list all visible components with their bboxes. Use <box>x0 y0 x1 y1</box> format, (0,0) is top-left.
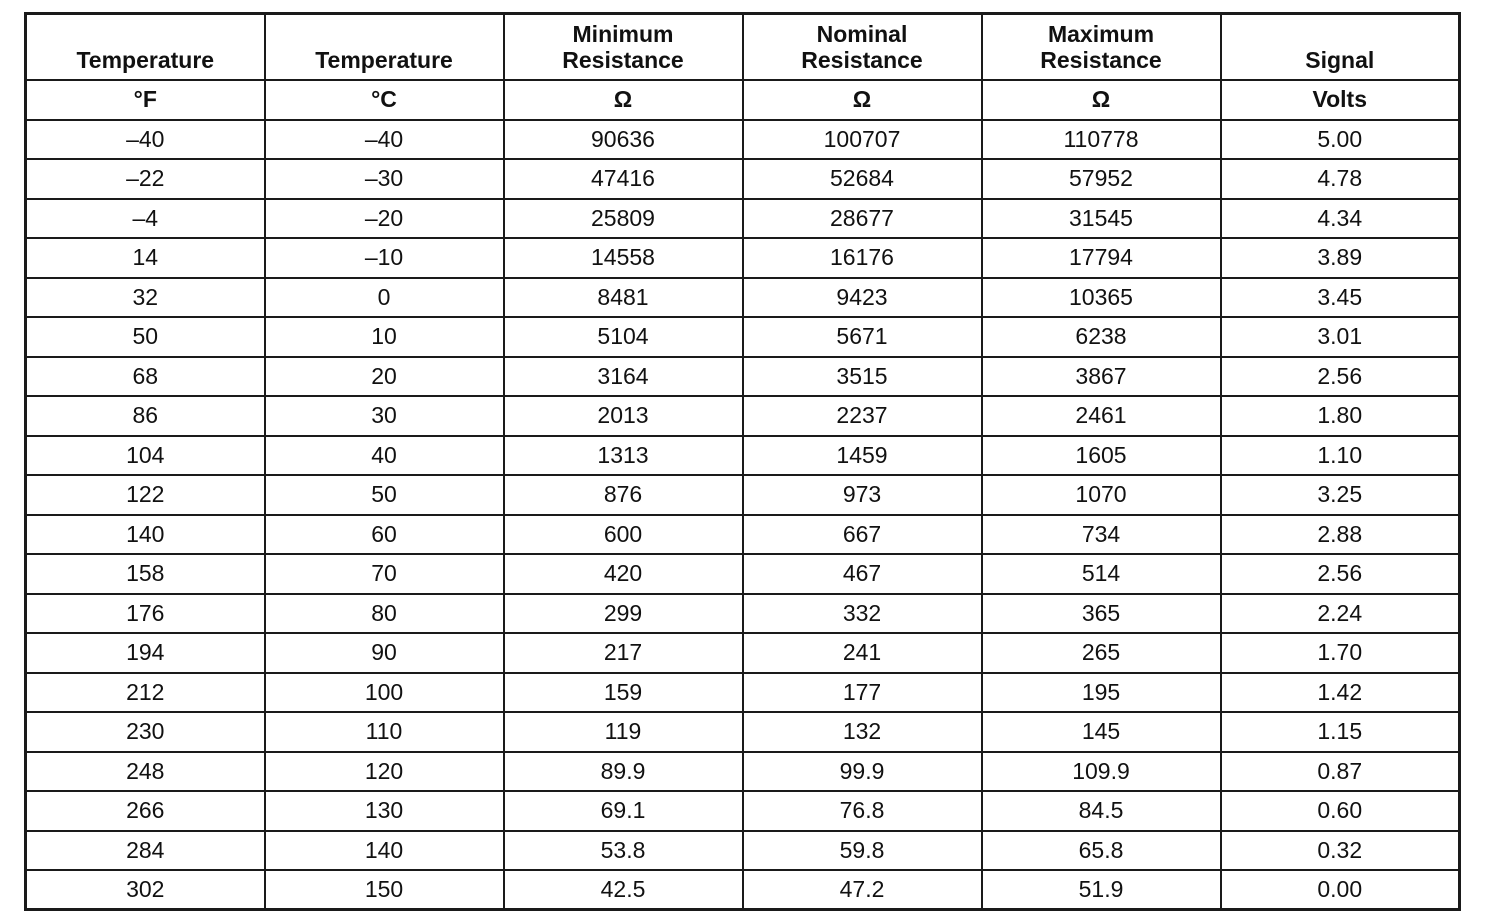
cell-signal-volts: 3.25 <box>1221 475 1460 515</box>
cell-signal-volts: 3.89 <box>1221 238 1460 278</box>
cell-temp-c: 50 <box>265 475 504 515</box>
cell-nominal-resistance: 177 <box>743 673 982 713</box>
cell-min-resistance: 5104 <box>504 317 743 357</box>
cell-temp-f: 104 <box>26 436 265 476</box>
cell-min-resistance: 89.9 <box>504 752 743 792</box>
cell-max-resistance: 84.5 <box>982 791 1221 831</box>
cell-nominal-resistance: 100707 <box>743 120 982 160</box>
table-row <box>26 436 1460 476</box>
cell-nominal-resistance: 76.8 <box>743 791 982 831</box>
table-row <box>26 515 1460 555</box>
table-row <box>26 673 1460 713</box>
cell-signal-volts: 1.70 <box>1221 633 1460 673</box>
table-row <box>26 120 1460 160</box>
unit-volts: Volts <box>1221 80 1460 120</box>
cell-signal-volts: 2.56 <box>1221 554 1460 594</box>
table-row <box>26 199 1460 239</box>
cell-temp-f: 86 <box>26 396 265 436</box>
cell-max-resistance: 6238 <box>982 317 1221 357</box>
cell-max-resistance: 145 <box>982 712 1221 752</box>
cell-max-resistance: 110778 <box>982 120 1221 160</box>
cell-temp-c: –10 <box>265 238 504 278</box>
cell-min-resistance: 42.5 <box>504 870 743 910</box>
cell-max-resistance: 31545 <box>982 199 1221 239</box>
cell-temp-f: 158 <box>26 554 265 594</box>
table-body <box>26 120 1460 910</box>
table-row <box>26 317 1460 357</box>
cell-signal-volts: 4.34 <box>1221 199 1460 239</box>
cell-max-resistance: 195 <box>982 673 1221 713</box>
units-row <box>26 80 1460 120</box>
header-line: Resistance <box>801 46 923 73</box>
cell-temp-f: 230 <box>26 712 265 752</box>
cell-nominal-resistance: 5671 <box>743 317 982 357</box>
unit-ohm-min: Ω <box>504 80 743 120</box>
unit-ohm-max: Ω <box>982 80 1221 120</box>
cell-signal-volts: 5.00 <box>1221 120 1460 160</box>
cell-nominal-resistance: 47.2 <box>743 870 982 910</box>
table-row <box>26 831 1460 871</box>
cell-temp-f: 194 <box>26 633 265 673</box>
cell-temp-c: 10 <box>265 317 504 357</box>
header-row <box>26 14 1460 80</box>
cell-signal-volts: 3.45 <box>1221 278 1460 318</box>
cell-min-resistance: 3164 <box>504 357 743 397</box>
cell-temp-c: 120 <box>265 752 504 792</box>
cell-nominal-resistance: 667 <box>743 515 982 555</box>
header-signal <box>1221 14 1460 80</box>
cell-temp-c: 80 <box>265 594 504 634</box>
cell-min-resistance: 600 <box>504 515 743 555</box>
cell-nominal-resistance: 16176 <box>743 238 982 278</box>
header-line: Nominal <box>816 20 908 47</box>
header-temperature-c <box>265 14 504 80</box>
cell-max-resistance: 514 <box>982 554 1221 594</box>
cell-temp-c: –20 <box>265 199 504 239</box>
cell-nominal-resistance: 3515 <box>743 357 982 397</box>
cell-nominal-resistance: 132 <box>743 712 982 752</box>
header-line: Temperature <box>315 46 453 73</box>
cell-temp-c: 70 <box>265 554 504 594</box>
cell-min-resistance: 119 <box>504 712 743 752</box>
table-row <box>26 357 1460 397</box>
cell-temp-c: 20 <box>265 357 504 397</box>
cell-nominal-resistance: 59.8 <box>743 831 982 871</box>
cell-temp-c: 0 <box>265 278 504 318</box>
table-row <box>26 870 1460 910</box>
cell-temp-c: 150 <box>265 870 504 910</box>
header-line: Minimum <box>572 20 674 47</box>
cell-max-resistance: 734 <box>982 515 1221 555</box>
cell-signal-volts: 1.10 <box>1221 436 1460 476</box>
cell-signal-volts: 0.32 <box>1221 831 1460 871</box>
table-row <box>26 238 1460 278</box>
header-line: Temperature <box>76 46 215 73</box>
cell-temp-f: 50 <box>26 317 265 357</box>
cell-temp-f: 14 <box>26 238 265 278</box>
cell-temp-c: –30 <box>265 159 504 199</box>
cell-max-resistance: 17794 <box>982 238 1221 278</box>
cell-min-resistance: 69.1 <box>504 791 743 831</box>
cell-min-resistance: 876 <box>504 475 743 515</box>
header-temperature-f <box>26 14 265 80</box>
table-row <box>26 554 1460 594</box>
cell-min-resistance: 14558 <box>504 238 743 278</box>
table-row <box>26 396 1460 436</box>
unit-fahrenheit: °F <box>26 80 265 120</box>
cell-max-resistance: 265 <box>982 633 1221 673</box>
cell-signal-volts: 0.00 <box>1221 870 1460 910</box>
cell-max-resistance: 10365 <box>982 278 1221 318</box>
cell-temp-f: –40 <box>26 120 265 160</box>
cell-temp-f: 140 <box>26 515 265 555</box>
cell-signal-volts: 2.88 <box>1221 515 1460 555</box>
cell-max-resistance: 2461 <box>982 396 1221 436</box>
cell-temp-f: 176 <box>26 594 265 634</box>
cell-nominal-resistance: 9423 <box>743 278 982 318</box>
table-row <box>26 475 1460 515</box>
cell-min-resistance: 8481 <box>504 278 743 318</box>
cell-temp-f: 212 <box>26 673 265 713</box>
cell-temp-f: 266 <box>26 791 265 831</box>
header-nominal-resistance <box>743 14 982 80</box>
cell-temp-c: 140 <box>265 831 504 871</box>
cell-temp-f: 302 <box>26 870 265 910</box>
table-row <box>26 594 1460 634</box>
cell-nominal-resistance: 332 <box>743 594 982 634</box>
table-row <box>26 752 1460 792</box>
table-row <box>26 712 1460 752</box>
cell-temp-c: 40 <box>265 436 504 476</box>
table-row <box>26 159 1460 199</box>
cell-signal-volts: 0.60 <box>1221 791 1460 831</box>
table-row <box>26 633 1460 673</box>
cell-signal-volts: 0.87 <box>1221 752 1460 792</box>
cell-max-resistance: 51.9 <box>982 870 1221 910</box>
cell-temp-c: 30 <box>265 396 504 436</box>
cell-min-resistance: 420 <box>504 554 743 594</box>
cell-temp-c: 60 <box>265 515 504 555</box>
cell-signal-volts: 1.42 <box>1221 673 1460 713</box>
cell-temp-c: 100 <box>265 673 504 713</box>
cell-temp-f: 248 <box>26 752 265 792</box>
cell-nominal-resistance: 2237 <box>743 396 982 436</box>
cell-min-resistance: 2013 <box>504 396 743 436</box>
cell-max-resistance: 3867 <box>982 357 1221 397</box>
cell-nominal-resistance: 99.9 <box>743 752 982 792</box>
header-line: Resistance <box>562 46 684 73</box>
cell-min-resistance: 299 <box>504 594 743 634</box>
cell-max-resistance: 65.8 <box>982 831 1221 871</box>
cell-max-resistance: 109.9 <box>982 752 1221 792</box>
cell-max-resistance: 57952 <box>982 159 1221 199</box>
cell-min-resistance: 90636 <box>504 120 743 160</box>
cell-temp-c: 130 <box>265 791 504 831</box>
cell-nominal-resistance: 467 <box>743 554 982 594</box>
cell-nominal-resistance: 1459 <box>743 436 982 476</box>
cell-temp-c: 90 <box>265 633 504 673</box>
cell-signal-volts: 1.15 <box>1221 712 1460 752</box>
cell-signal-volts: 1.80 <box>1221 396 1460 436</box>
cell-nominal-resistance: 28677 <box>743 199 982 239</box>
cell-signal-volts: 2.56 <box>1221 357 1460 397</box>
cell-temp-f: 284 <box>26 831 265 871</box>
cell-max-resistance: 1070 <box>982 475 1221 515</box>
cell-signal-volts: 2.24 <box>1221 594 1460 634</box>
cell-min-resistance: 25809 <box>504 199 743 239</box>
table-header <box>26 14 1460 120</box>
cell-signal-volts: 4.78 <box>1221 159 1460 199</box>
cell-min-resistance: 53.8 <box>504 831 743 871</box>
header-line: Maximum <box>1047 20 1155 47</box>
cell-temp-c: –40 <box>265 120 504 160</box>
cell-max-resistance: 365 <box>982 594 1221 634</box>
cell-temp-f: 68 <box>26 357 265 397</box>
table-row <box>26 278 1460 318</box>
cell-temp-f: 32 <box>26 278 265 318</box>
cell-min-resistance: 217 <box>504 633 743 673</box>
unit-celsius: °C <box>265 80 504 120</box>
cell-min-resistance: 1313 <box>504 436 743 476</box>
cell-min-resistance: 47416 <box>504 159 743 199</box>
header-line: Resistance <box>1040 46 1162 73</box>
cell-nominal-resistance: 52684 <box>743 159 982 199</box>
cell-max-resistance: 1605 <box>982 436 1221 476</box>
cell-temp-f: 122 <box>26 475 265 515</box>
cell-min-resistance: 159 <box>504 673 743 713</box>
header-maximum-resistance <box>982 14 1221 80</box>
temperature-resistance-table <box>24 12 1461 911</box>
cell-signal-volts: 3.01 <box>1221 317 1460 357</box>
header-minimum-resistance <box>504 14 743 80</box>
header-line: Signal <box>1305 46 1375 73</box>
table-row <box>26 791 1460 831</box>
unit-ohm-nominal: Ω <box>743 80 982 120</box>
cell-nominal-resistance: 241 <box>743 633 982 673</box>
cell-temp-c: 110 <box>265 712 504 752</box>
cell-temp-f: –4 <box>26 199 265 239</box>
cell-temp-f: –22 <box>26 159 265 199</box>
cell-nominal-resistance: 973 <box>743 475 982 515</box>
